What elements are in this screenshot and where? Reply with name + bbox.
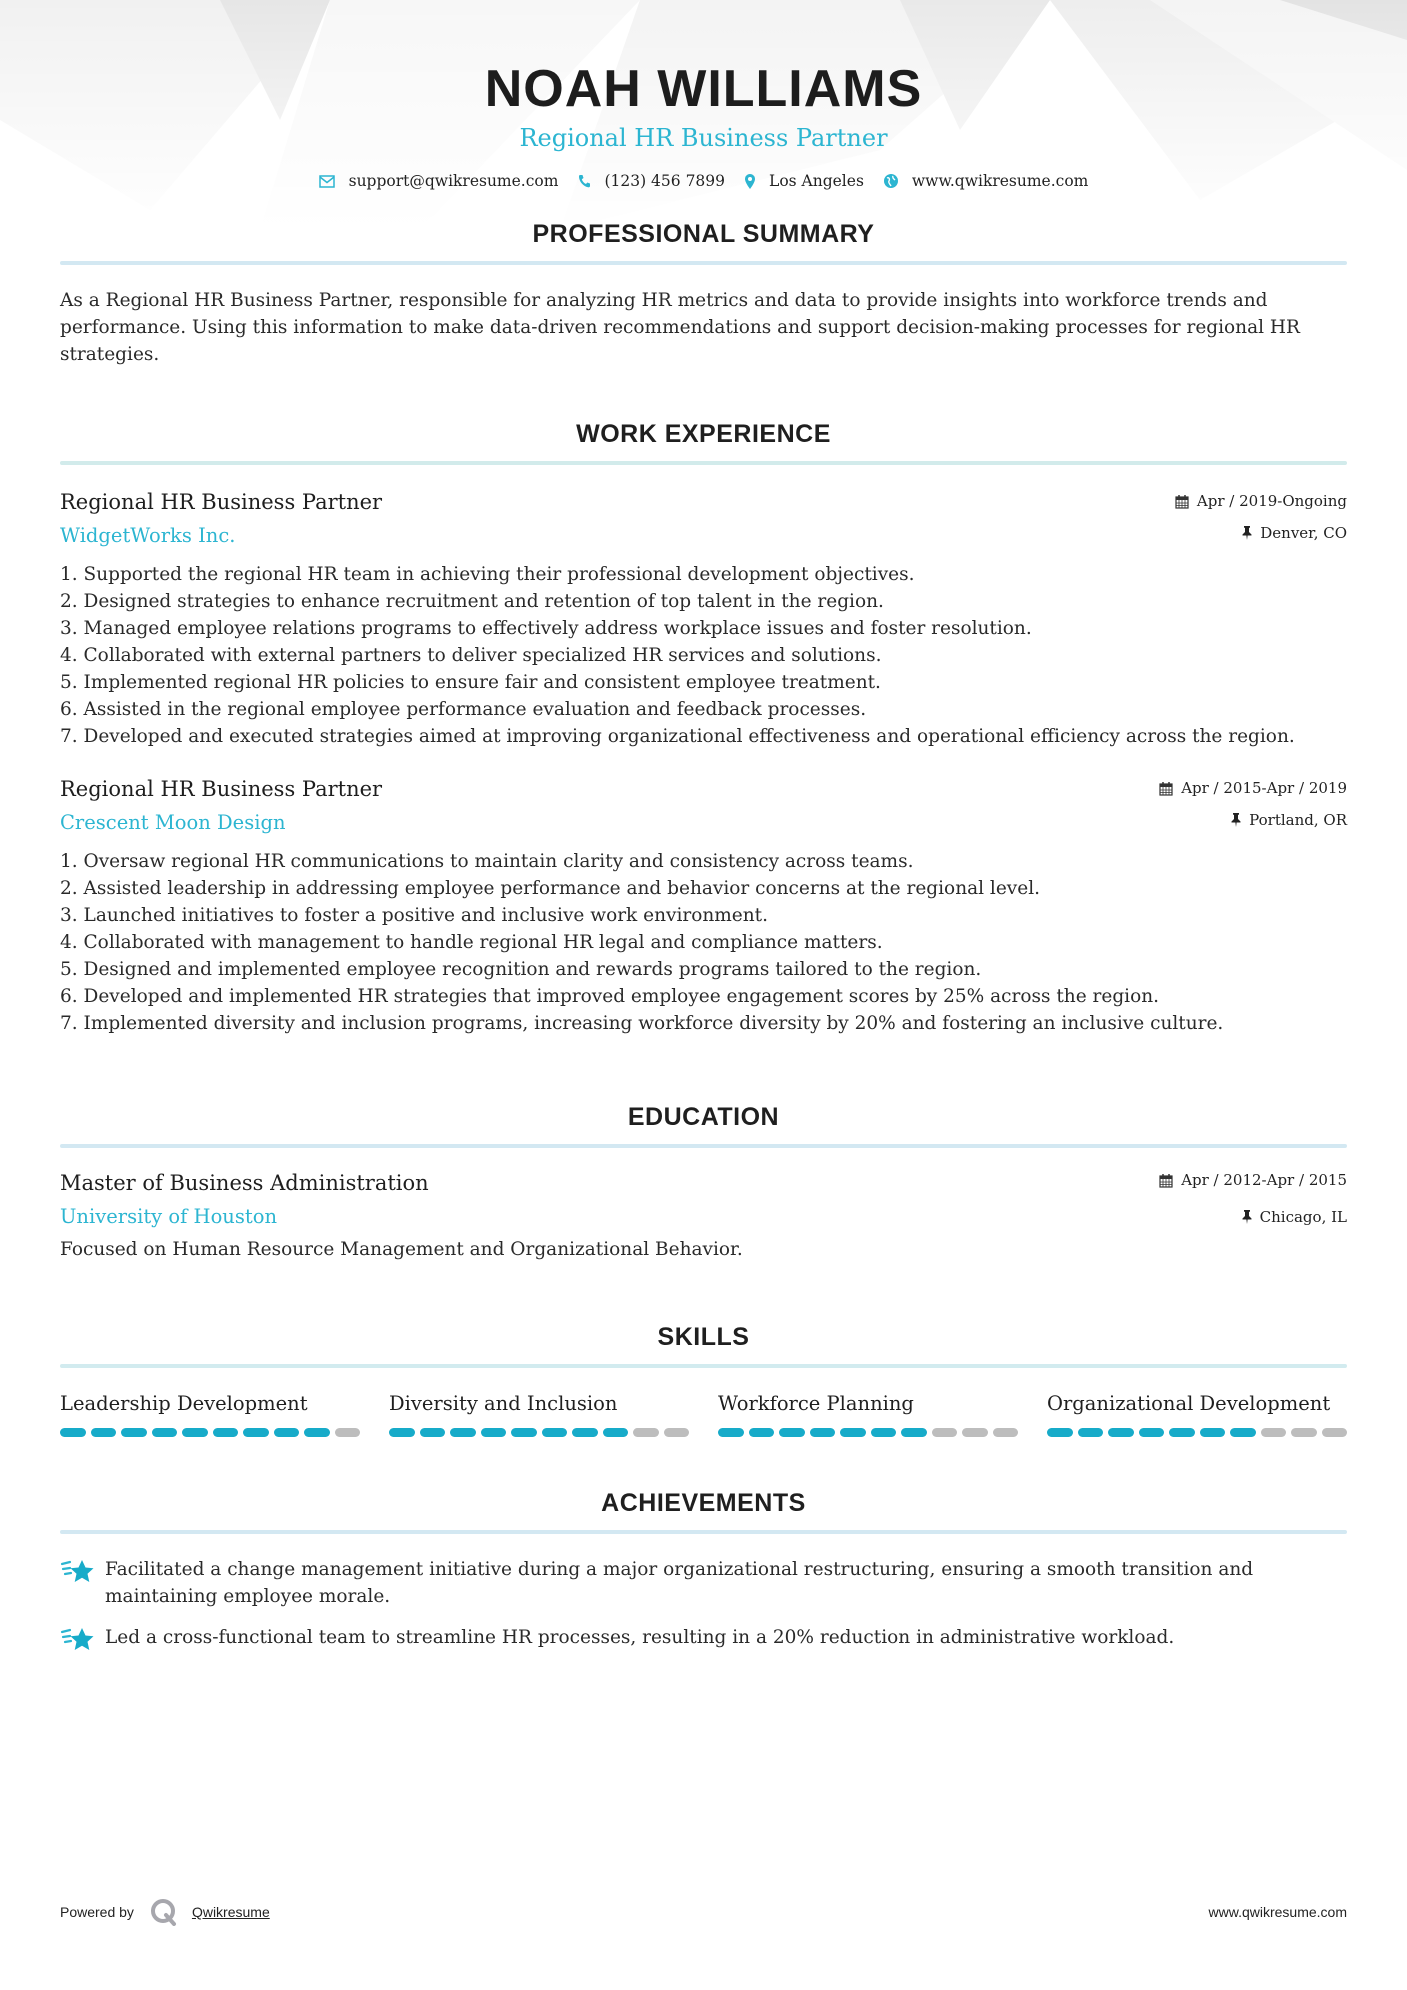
achievement-text: Led a cross-functional team to streamline HR processes, resulting in a 20% reduction in administrative workload. <box>105 1627 1175 1648</box>
experience-heading: WORK EXPERIENCE <box>576 420 831 448</box>
skill-dot-empty <box>335 1428 361 1437</box>
section-divider <box>60 261 1347 265</box>
job-dates: Apr / 2019-Ongoing <box>1196 492 1347 510</box>
education-dates: Apr / 2012-Apr / 2015 <box>1181 1171 1347 1189</box>
section-divider <box>60 461 1347 465</box>
skill-name: Leadership Development <box>60 1392 308 1415</box>
contact-email[interactable] <box>319 172 559 190</box>
education-entry <box>60 1168 1347 1263</box>
skill-dot-filled <box>304 1428 330 1437</box>
globe-icon <box>884 174 898 188</box>
education-section <box>60 1103 1347 1263</box>
section-divider <box>60 1364 1347 1368</box>
skill-dot-filled <box>213 1428 239 1437</box>
job-meta <box>1159 774 1347 830</box>
skill-item <box>1047 1390 1347 1437</box>
skill-rating <box>60 1428 360 1437</box>
skill-dot-empty <box>932 1428 958 1437</box>
job-bullets <box>60 561 1347 750</box>
skill-dot-filled <box>60 1428 86 1437</box>
job-location: Portland, OR <box>1249 811 1347 829</box>
pushpin-icon <box>1242 1210 1252 1224</box>
job-header <box>60 774 1347 838</box>
contact-bar <box>60 172 1347 190</box>
skill-dot-filled <box>1108 1428 1134 1437</box>
skill-dot-filled <box>840 1428 866 1437</box>
contact-website[interactable] <box>884 172 1088 190</box>
skill-dot-filled <box>450 1428 476 1437</box>
skill-dot-filled <box>1047 1428 1073 1437</box>
skill-dot-filled <box>749 1428 775 1437</box>
powered-by-label: Powered by <box>60 1904 134 1920</box>
contact-location <box>745 172 864 190</box>
skill-dot-filled <box>121 1428 147 1437</box>
job-bullet: 4. Collaborated with management to handle regional HR legal and compliance matters. <box>60 932 883 953</box>
job-entry <box>60 487 1347 750</box>
shooting-star-icon <box>60 1558 96 1586</box>
skill-dot-filled <box>274 1428 300 1437</box>
job-bullet: 3. Managed employee relations programs to effectively address workplace issues and foster resolution. <box>60 618 1032 639</box>
summary-heading: PROFESSIONAL SUMMARY <box>532 220 875 248</box>
education-header <box>60 1168 1347 1232</box>
skill-item <box>60 1390 360 1437</box>
job-header <box>60 487 1347 551</box>
education-heading: EDUCATION <box>627 1103 780 1131</box>
skills-heading: SKILLS <box>657 1323 750 1351</box>
skill-dot-filled <box>779 1428 805 1437</box>
job-bullet: 5. Designed and implemented employee recognition and rewards programs tailored to the region. <box>60 959 982 980</box>
skill-dot-filled <box>152 1428 178 1437</box>
job-title: Regional HR Business Partner <box>60 777 383 801</box>
experience-section <box>60 420 1347 1037</box>
skill-dot-empty <box>1322 1428 1348 1437</box>
footer-website[interactable]: www.qwikresume.com <box>1208 1904 1347 1920</box>
degree-title: Master of Business Administration <box>60 1171 429 1195</box>
skill-dot-empty <box>962 1428 988 1437</box>
achievements-list <box>60 1556 1347 1654</box>
job-meta <box>1175 487 1347 543</box>
section-divider <box>60 1530 1347 1534</box>
candidate-name: NOAH WILLIAMS <box>484 60 923 118</box>
skill-dot-filled <box>572 1428 598 1437</box>
education-description: Focused on Human Resource Management and Organizational Behavior. <box>60 1239 743 1260</box>
achievement-text: Facilitated a change management initiative during a major organizational restructuring, ensuring a smooth transition and maintaining employee morale. <box>105 1559 1254 1607</box>
job-bullet: 7. Implemented diversity and inclusion programs, increasing workforce diversity by 20% and fostering an inclusive culture. <box>60 1013 1224 1034</box>
school-name: University of Houston <box>60 1205 278 1228</box>
achievement-item <box>60 1556 1347 1610</box>
skill-dot-filled <box>810 1428 836 1437</box>
skill-dot-empty <box>1261 1428 1287 1437</box>
job-entry <box>60 774 1347 1037</box>
skill-dot-filled <box>901 1428 927 1437</box>
phone-icon <box>578 174 590 188</box>
pushpin-icon <box>1242 526 1252 540</box>
skill-dot-filled <box>389 1428 415 1437</box>
skill-dot-empty <box>1291 1428 1317 1437</box>
education-location: Chicago, IL <box>1259 1208 1347 1226</box>
contact-phone-text: (123) 456 7899 <box>604 172 726 190</box>
summary-text: As a Regional HR Business Partner, responsible for analyzing HR metrics and data to provide insights into workforce trends and performance. Using this information to make data-driven recommendations and support decision-making processes for regional HR strategies. <box>60 290 1300 365</box>
achievements-heading: ACHIEVEMENTS <box>601 1489 806 1517</box>
pushpin-icon <box>1231 813 1241 827</box>
skills-list <box>60 1390 1347 1437</box>
skill-dot-filled <box>91 1428 117 1437</box>
skill-dot-filled <box>718 1428 744 1437</box>
candidate-title: Regional HR Business Partner <box>519 124 888 152</box>
powered-by <box>60 1898 270 1926</box>
calendar-icon <box>1175 494 1189 509</box>
map-marker-icon <box>745 174 755 189</box>
contact-website-text: www.qwikresume.com <box>911 172 1089 190</box>
job-bullet: 2. Assisted leadership in addressing employee performance and behavior concerns at the regional level. <box>60 878 1040 899</box>
skill-dot-filled <box>603 1428 629 1437</box>
achievements-section <box>60 1489 1347 1654</box>
skills-section <box>60 1323 1347 1437</box>
summary-section <box>60 220 1347 368</box>
job-bullet: 1. Supported the regional HR team in achieving their professional development objectives. <box>60 564 915 585</box>
job-bullet: 2. Designed strategies to enhance recruitment and retention of top talent in the region. <box>60 591 884 612</box>
skill-dot-filled <box>542 1428 568 1437</box>
skill-dot-filled <box>1139 1428 1165 1437</box>
skill-dot-filled <box>871 1428 897 1437</box>
skill-dot-filled <box>1169 1428 1195 1437</box>
skill-name: Organizational Development <box>1047 1392 1331 1415</box>
job-title: Regional HR Business Partner <box>60 490 383 514</box>
skill-dot-filled <box>182 1428 208 1437</box>
skill-name: Diversity and Inclusion <box>389 1392 618 1415</box>
skill-dot-filled <box>420 1428 446 1437</box>
contact-email-text: support@qwikresume.com <box>348 172 559 190</box>
section-divider <box>60 1144 1347 1148</box>
job-bullet: 5. Implemented regional HR policies to ensure fair and consistent employee treatment. <box>60 672 881 693</box>
skill-rating <box>389 1428 689 1437</box>
skill-dot-filled <box>243 1428 269 1437</box>
skill-dot-empty <box>664 1428 690 1437</box>
skill-dot-empty <box>633 1428 659 1437</box>
skill-dot-filled <box>511 1428 537 1437</box>
achievement-item <box>60 1624 1347 1654</box>
skill-dot-filled <box>1230 1428 1256 1437</box>
skill-dot-empty <box>993 1428 1019 1437</box>
resume-header <box>60 0 1347 190</box>
job-bullet: 4. Collaborated with external partners to deliver specialized HR services and solutions. <box>60 645 882 666</box>
job-bullets <box>60 848 1347 1037</box>
job-bullet: 7. Developed and executed strategies aimed at improving organizational effectiveness and operational efficiency across the region. <box>60 726 1295 747</box>
skill-dot-filled <box>481 1428 507 1437</box>
calendar-icon <box>1159 1173 1173 1188</box>
envelope-icon <box>319 175 335 188</box>
skill-dot-filled <box>1200 1428 1226 1437</box>
skill-name: Workforce Planning <box>718 1392 914 1415</box>
education-meta <box>1159 1168 1347 1227</box>
skill-dot-filled <box>1078 1428 1104 1437</box>
contact-location-text: Los Angeles <box>769 172 864 190</box>
contact-phone[interactable] <box>578 172 725 190</box>
page-footer <box>60 1898 1347 1926</box>
job-bullet: 6. Developed and implemented HR strategies that improved employee engagement scores by 25% across the region. <box>60 986 1160 1007</box>
job-bullet: 6. Assisted in the regional employee performance evaluation and feedback processes. <box>60 699 867 720</box>
skill-item <box>718 1390 1018 1437</box>
job-location: Denver, CO <box>1260 524 1347 542</box>
job-company: WidgetWorks Inc. <box>60 524 236 547</box>
job-dates: Apr / 2015-Apr / 2019 <box>1181 779 1347 797</box>
qwikresume-link[interactable]: Qwikresume <box>191 1904 270 1920</box>
job-bullet: 3. Launched initiatives to foster a positive and inclusive work environment. <box>60 905 768 926</box>
shooting-star-icon <box>60 1626 96 1654</box>
job-bullet: 1. Oversaw regional HR communications to maintain clarity and consistency across teams. <box>60 851 914 872</box>
qwikresume-logo-icon <box>150 1898 178 1926</box>
job-company: Crescent Moon Design <box>60 811 286 834</box>
skill-rating <box>718 1428 1018 1437</box>
skill-item <box>389 1390 689 1437</box>
skill-rating <box>1047 1428 1347 1437</box>
calendar-icon <box>1159 781 1173 796</box>
